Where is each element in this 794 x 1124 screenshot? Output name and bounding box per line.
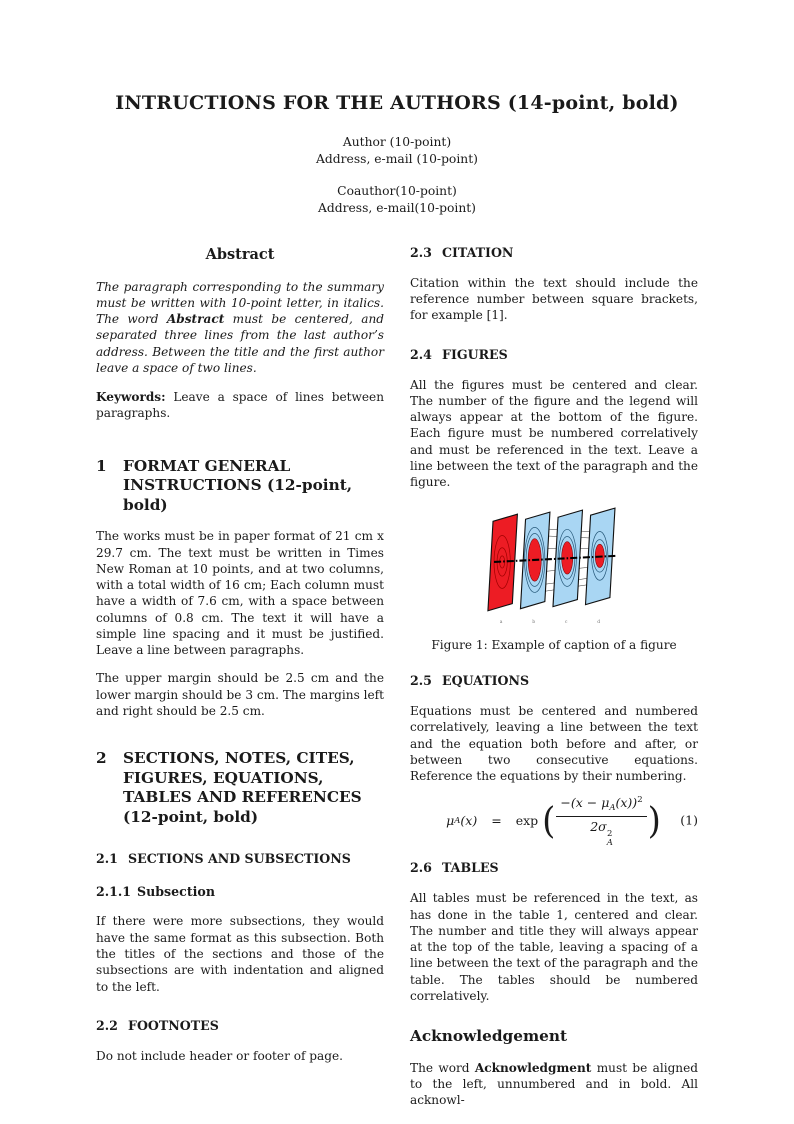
section-2-3-number: 2.3 xyxy=(410,245,432,260)
section-2-4-number: 2.4 xyxy=(410,346,432,362)
section-2-4-title: FIGURES xyxy=(442,346,508,362)
acknowledgement-heading: Acknowledgement xyxy=(410,1027,568,1046)
section-2-3-paragraph: Citation within the text should include the reference number between square brackets, for example [1]. xyxy=(410,275,698,323)
section-2-5-number: 2.5 xyxy=(410,673,432,689)
eq-left-paren: ( xyxy=(542,799,556,843)
section-2-4-paragraph: All the figures must be centered and clear. The number of the figure and the legend will always appear at the bottom of the figure. Each figure must be numbered correlatively and must be referenced in the text. Leave a line between the text of the paragraph and the figure. xyxy=(410,377,698,490)
left-column xyxy=(96,245,384,1064)
author-block xyxy=(0,134,794,232)
section-2-5-title: EQUATIONS xyxy=(442,673,530,689)
eq-mu-arg: (x) xyxy=(460,812,478,828)
abstract-body xyxy=(96,279,384,377)
abstract-body-post: must be centered, and separated three lines from the last author’s address. Between the title and the first author leave a space of two lines. xyxy=(96,312,384,375)
author-2-name: Coauthor(10-point) xyxy=(337,183,457,198)
eq-num-1: −(x − μ xyxy=(560,794,610,810)
equation-1-body xyxy=(446,795,662,848)
figure-1-caption: Figure 1: Example of caption of a figure xyxy=(431,637,677,652)
acknowledgement-paragraph xyxy=(410,1060,698,1109)
section-2-1-1-paragraph: If there were more subsections, they would have the same format as this subsection. Both the titles of the sections and those of the subsections are with indentation and aligned to the left. xyxy=(96,914,384,994)
eq-num-subscript: A xyxy=(609,802,616,813)
eq-exp: exp xyxy=(515,812,539,828)
author-1 xyxy=(0,134,794,168)
section-2-4-heading xyxy=(410,347,698,364)
section-1-heading xyxy=(96,457,384,516)
section-1-paragraph-2: The upper margin should be 2.5 cm and the lower margin should be 3 cm. The margins left and right should be 2.5 cm. xyxy=(96,671,384,719)
section-2-3-heading xyxy=(410,245,698,262)
section-2-title: SECTIONS, NOTES, CITES, FIGURES, EQUATIONS, TABLES AND REFERENCES (12-point, bold) xyxy=(123,749,362,827)
author-2-address: Address, e-mail(10-point) xyxy=(318,200,476,215)
equation-1-number: (1) xyxy=(680,812,698,828)
keywords-text: Leave a space of lines between paragraphs. xyxy=(96,390,384,421)
paper-title: INTRUCTIONS FOR THE AUTHORS (14-point, bold) xyxy=(115,92,679,114)
section-2-heading xyxy=(96,749,384,827)
plane-red xyxy=(488,514,517,611)
eq-den-1: 2σ xyxy=(590,819,607,835)
plane-label-3: c xyxy=(564,619,568,625)
eq-den-supsub xyxy=(607,830,613,848)
section-2-5-paragraph: Equations must be centered and numbered correlatively, leaving a line between the text and the equation both before and after, or between two consecutive equations. Reference the equations by their numbering. xyxy=(410,704,698,784)
figure-1-graphic xyxy=(475,503,633,627)
abstract-body-pre: The paragraph corresponding to the summary must be written with 10-point letter, in italics. The word xyxy=(96,279,384,327)
section-2-6-title: TABLES xyxy=(442,860,499,876)
section-2-3-title: CITATION xyxy=(442,245,514,260)
section-2-1-1-number: 2.1.1 xyxy=(96,883,132,899)
eq-equals: = xyxy=(491,812,502,828)
keywords-label: Keywords: xyxy=(96,390,166,405)
section-2-2-heading xyxy=(96,1018,384,1035)
section-2-5-heading xyxy=(410,673,698,690)
section-2-1-number: 2.1 xyxy=(96,850,118,866)
eq-den-superscript: 2 xyxy=(607,829,613,840)
section-2-1-title: SECTIONS AND SUBSECTIONS xyxy=(128,850,351,866)
abstract-heading: Abstract xyxy=(205,246,275,263)
section-2-6-paragraph: All tables must be referenced in the text, as has done in the table 1, centered and clear. The number and title they will always appear at the top of the table, leaving a spacing of a line between the text of the paragraph and the table. The tables should be numbered correlatively. xyxy=(410,891,698,1003)
ack-bold-word: Acknowledgment xyxy=(474,1060,592,1075)
eq-right-paren: ) xyxy=(647,799,661,843)
eq-mu: μ xyxy=(446,812,455,828)
section-2-1-1-title: Subsection xyxy=(137,883,215,899)
eq-numerator xyxy=(556,795,646,817)
plane-label-1: a xyxy=(499,619,503,625)
plane-label-2: b xyxy=(532,619,536,625)
section-2-2-paragraph: Do not include header or footer of page. xyxy=(96,1048,343,1063)
author-2 xyxy=(0,183,794,217)
equation-1 xyxy=(410,794,698,849)
section-2-6-number: 2.6 xyxy=(410,860,432,876)
ack-pre: The word xyxy=(410,1060,475,1075)
keywords xyxy=(96,389,384,422)
section-2-1-1-heading xyxy=(96,884,384,901)
section-2-1-heading xyxy=(96,851,384,868)
section-2-6-heading xyxy=(410,860,698,877)
section-2-number: 2 xyxy=(96,749,107,768)
figure-1 xyxy=(410,503,698,654)
right-column xyxy=(410,245,698,1108)
author-1-name: Author (10-point) xyxy=(342,135,452,149)
plane-label-4: d xyxy=(597,619,601,625)
eq-den-subscript: A xyxy=(606,838,613,849)
plane-labels xyxy=(500,618,600,624)
eq-num-2: (x)) xyxy=(615,794,638,810)
section-2-2-number: 2.2 xyxy=(96,1017,118,1033)
section-2-2-title: FOOTNOTES xyxy=(128,1017,219,1033)
eq-denominator xyxy=(556,817,646,848)
author-1-address: Address, e-mail (10-point) xyxy=(316,151,478,166)
section-1-number: 1 xyxy=(96,456,107,475)
eq-mu-subscript: A xyxy=(454,815,461,826)
eq-fraction xyxy=(556,795,646,848)
abstract-body-bold-word: Abstract xyxy=(166,312,225,327)
section-1-paragraph-1: The works must be in paper format of 21 cm x 29.7 cm. The text must be written in Times New Roman at 10 points, and at two columns, with a total width of 16 cm; Each column must have a width of 7.6 cm, with a space between columns of 0.8 cm. The text it will have a simple line spacing and it must be justified. Leave a line between paragraphs. xyxy=(96,529,384,658)
ack-post: must be aligned to the left, unnumbered and in bold. All acknowl- xyxy=(410,1060,698,1108)
section-1-title: FORMAT GENERAL INSTRUCTIONS (12-point, bold) xyxy=(123,456,353,514)
eq-num-superscript: 2 xyxy=(637,794,643,805)
